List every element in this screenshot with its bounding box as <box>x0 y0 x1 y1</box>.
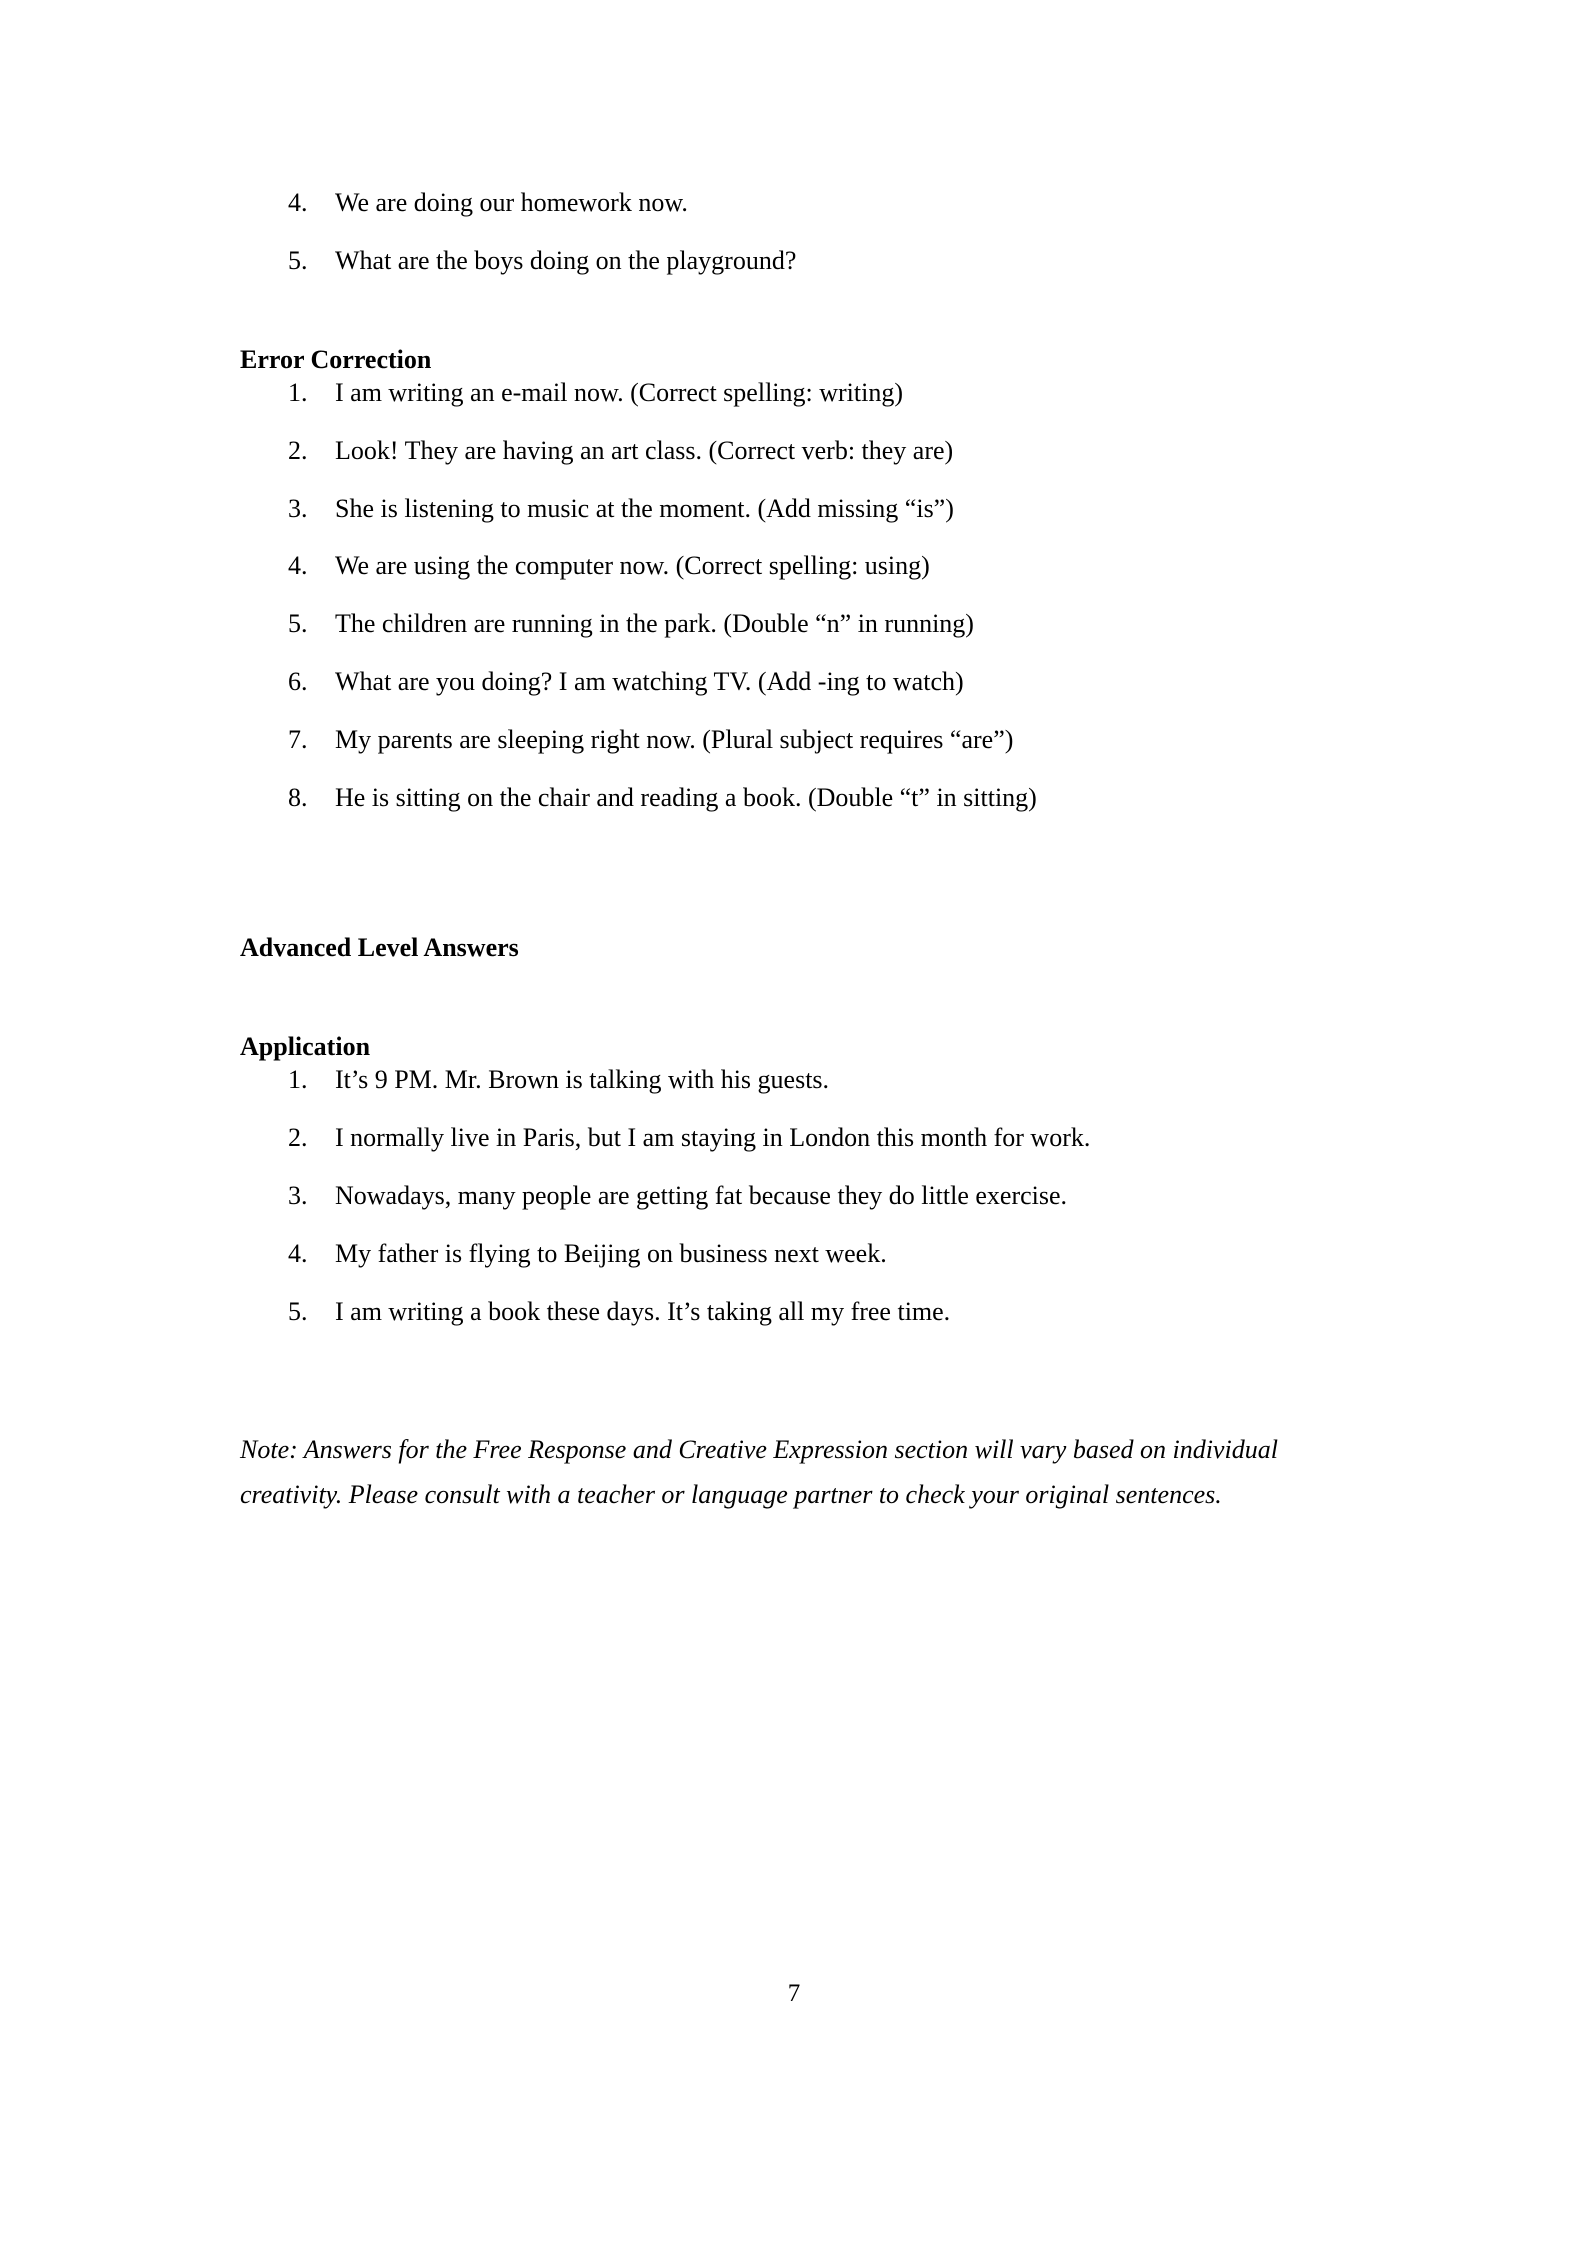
note-paragraph: Note: Answers for the Free Response and Creative Expression section will vary based on individual creativity. Please consult with a teacher or language partner to check your original sentences. <box>240 1435 1278 1510</box>
list-item-text: My father is flying to Beijing on business next week. <box>335 1238 887 1268</box>
section-heading-advanced-level-answers: Advanced Level Answers <box>240 933 519 963</box>
list-marker: 7. <box>288 724 308 754</box>
list-marker: 2. <box>288 435 308 465</box>
application-answer-list <box>240 1063 1355 1328</box>
list-item-text: I am writing a book these days. It’s taking all my free time. <box>335 1296 951 1326</box>
list-item-text: Look! They are having an art class. (Correct verb: they are) <box>335 435 954 465</box>
continued-answer-list <box>240 186 1355 278</box>
list-marker: 5. <box>288 609 308 639</box>
list-item <box>240 781 1355 815</box>
list-item-text: What are you doing? I am watching TV. (Add -ing to watch) <box>335 667 964 697</box>
list-item <box>240 1237 1355 1271</box>
list-marker: 4. <box>288 1238 308 1268</box>
list-item-text: We are using the computer now. (Correct spelling: using) <box>335 551 930 581</box>
list-marker: 5. <box>288 245 308 275</box>
list-item-text: I am writing an e-mail now. (Correct spelling: writing) <box>335 378 904 408</box>
list-marker: 3. <box>288 1181 308 1211</box>
list-item <box>240 376 1355 410</box>
list-marker: 1. <box>288 378 308 408</box>
list-item <box>240 244 1355 278</box>
list-item <box>240 1179 1355 1213</box>
list-item <box>240 607 1355 641</box>
section-subheading-application: Application <box>240 1031 371 1061</box>
page-number: 7 <box>787 1980 801 2007</box>
page-content <box>240 186 1355 1518</box>
list-marker: 1. <box>288 1065 308 1095</box>
list-item-text: I normally live in Paris, but I am staying in London this month for work. <box>335 1123 1091 1153</box>
note-block <box>240 1428 1355 1517</box>
error-correction-answer-list <box>240 376 1355 814</box>
list-item <box>240 186 1355 220</box>
list-item-text: We are doing our homework now. <box>335 188 688 217</box>
list-item <box>240 665 1355 699</box>
list-item <box>240 434 1355 468</box>
list-item-text: She is listening to music at the moment. (Add missing “is”) <box>335 493 954 523</box>
list-item-text: My parents are sleeping right now. (Plural subject requires “are”) <box>335 724 1014 754</box>
section-heading-error-correction: Error Correction <box>240 344 432 374</box>
list-marker: 4. <box>288 551 308 581</box>
list-item <box>240 723 1355 757</box>
list-marker: 4. <box>288 188 308 217</box>
list-item-text: He is sitting on the chair and reading a book. (Double “t” in sitting) <box>335 782 1037 812</box>
list-item <box>240 1295 1355 1329</box>
list-item-text: What are the boys doing on the playground? <box>335 245 797 275</box>
list-marker: 8. <box>288 782 308 812</box>
list-item <box>240 1063 1355 1097</box>
list-marker: 2. <box>288 1123 308 1153</box>
list-item <box>240 549 1355 583</box>
list-item-text: Nowadays, many people are getting fat because they do little exercise. <box>335 1181 1068 1211</box>
list-item-text: The children are running in the park. (Double “n” in running) <box>335 609 974 639</box>
list-marker: 6. <box>288 667 308 697</box>
list-item <box>240 1121 1355 1155</box>
list-marker: 5. <box>288 1296 308 1326</box>
list-item-text: It’s 9 PM. Mr. Brown is talking with his guests. <box>335 1065 830 1095</box>
list-item <box>240 492 1355 526</box>
list-marker: 3. <box>288 493 308 523</box>
